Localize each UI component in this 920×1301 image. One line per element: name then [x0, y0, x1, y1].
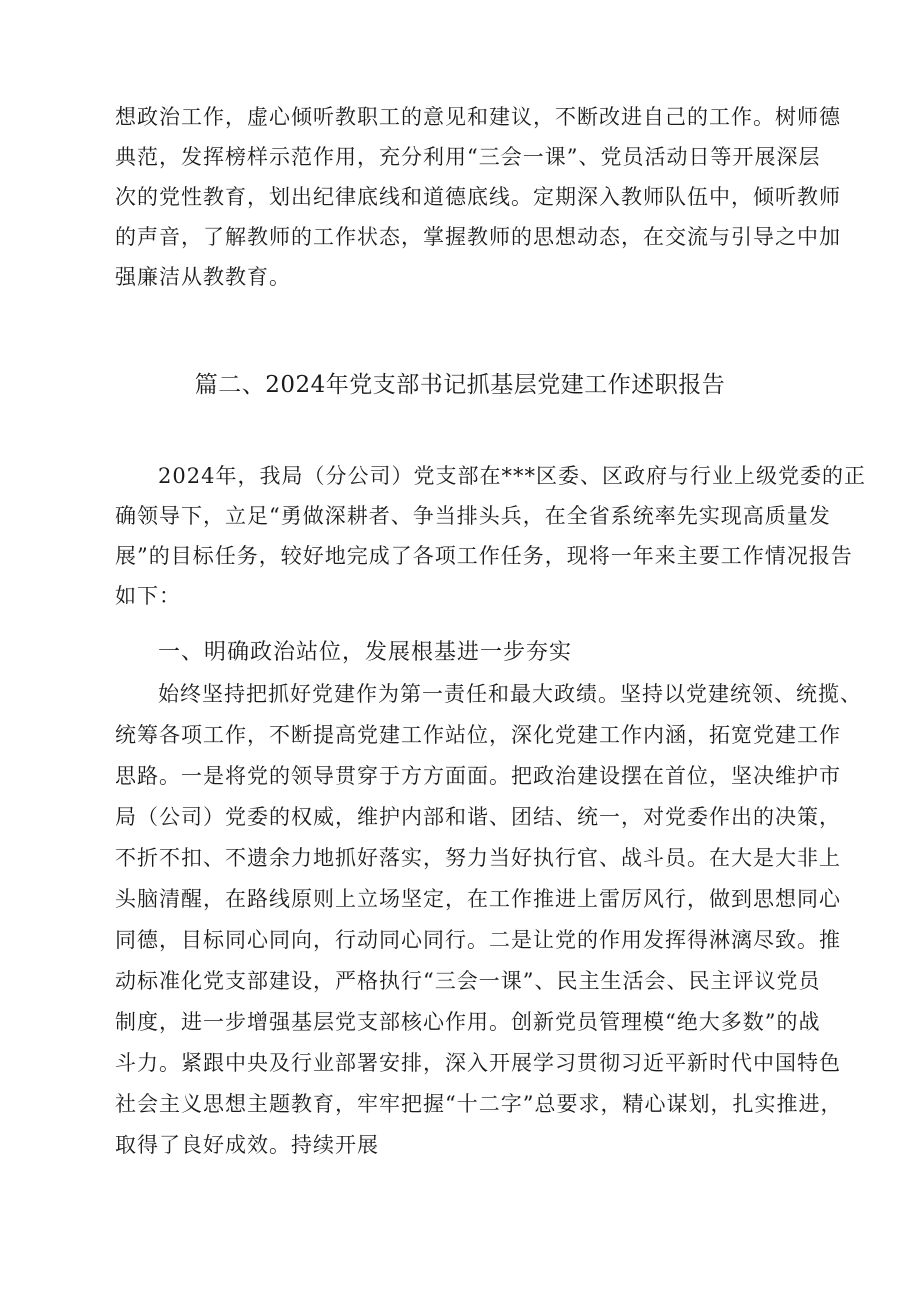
paragraph-line: 典范，发挥榜样示范作用，充分利用“三会一课”、党员活动日等开展深层	[115, 145, 821, 169]
paragraph-line: 同德，目标同心同向，行动同心同行。二是让党的作用发挥得淋漓尽致。推	[115, 928, 841, 952]
paragraph-line: 不折不扣、不遗余力地抓好落实，努力当好执行官、战斗员。在大是大非上	[115, 846, 841, 870]
paragraph-line: 如下：	[115, 584, 181, 608]
paragraph-line: 的声音，了解教师的工作状态，掌握教师的思想动态，在交流与引导之中加	[115, 225, 841, 249]
paragraph-line: 动标准化党支部建设，严格执行“三会一课”、民主生活会、民主评议党员	[115, 969, 821, 993]
paragraph-line: 确领导下，立足“勇做深耕者、争当排头兵，在全省系统率先实现高质量发	[115, 504, 831, 528]
paragraph-line: 想政治工作，虚心倾听教职工的意见和建议，不断改进自己的工作。树师德	[115, 105, 841, 129]
paragraph-line: 强廉洁从教教育。	[115, 265, 291, 289]
section-title: 篇二、2024年党支部书记抓基层党建工作述职报告	[194, 372, 726, 398]
paragraph-line: 统筹各项工作，不断提高党建工作站位，深化党建工作内涵，拓宽党建工作	[115, 723, 841, 747]
paragraph-line: 局（公司）党委的权威，维护内部和谐、团结、统一，对党委作出的决策，	[115, 805, 841, 829]
paragraph-line: 2024年，我局（分公司）党支部在***区委、区政府与行业上级党委的正	[158, 464, 866, 488]
paragraph-line: 社会主义思想主题教育，牢牢把握“十二字”总要求，精心谋划，扎实推进，	[115, 1092, 843, 1116]
paragraph-line: 取得了良好成效。持续开展	[115, 1133, 379, 1157]
paragraph-line: 始终坚持把抓好党建作为第一责任和最大政绩。坚持以党建统领、统揽、	[158, 682, 862, 706]
paragraph-line: 斗力。紧跟中央及行业部署安排，深入开展学习贯彻习近平新时代中国特色	[115, 1051, 841, 1075]
paragraph-line: 思路。一是将党的领导贯穿于方方面面。把政治建设摆在首位，坚决维护市	[115, 764, 841, 788]
section-heading: 一、明确政治站位，发展根基进一步夯实	[158, 640, 573, 665]
paragraph-line: 制度，进一步增强基层党支部核心作用。创新党员管理模“绝大多数”的战	[115, 1010, 821, 1034]
paragraph-line: 次的党性教育，划出纪律底线和道德底线。定期深入教师队伍中，倾听教师	[115, 185, 841, 209]
paragraph-line: 展”的目标任务，较好地完成了各项工作任务，现将一年来主要工作情况报告	[115, 544, 853, 568]
paragraph-line: 头脑清醒，在路线原则上立场坚定，在工作推进上雷厉风行，做到思想同心	[115, 887, 841, 911]
